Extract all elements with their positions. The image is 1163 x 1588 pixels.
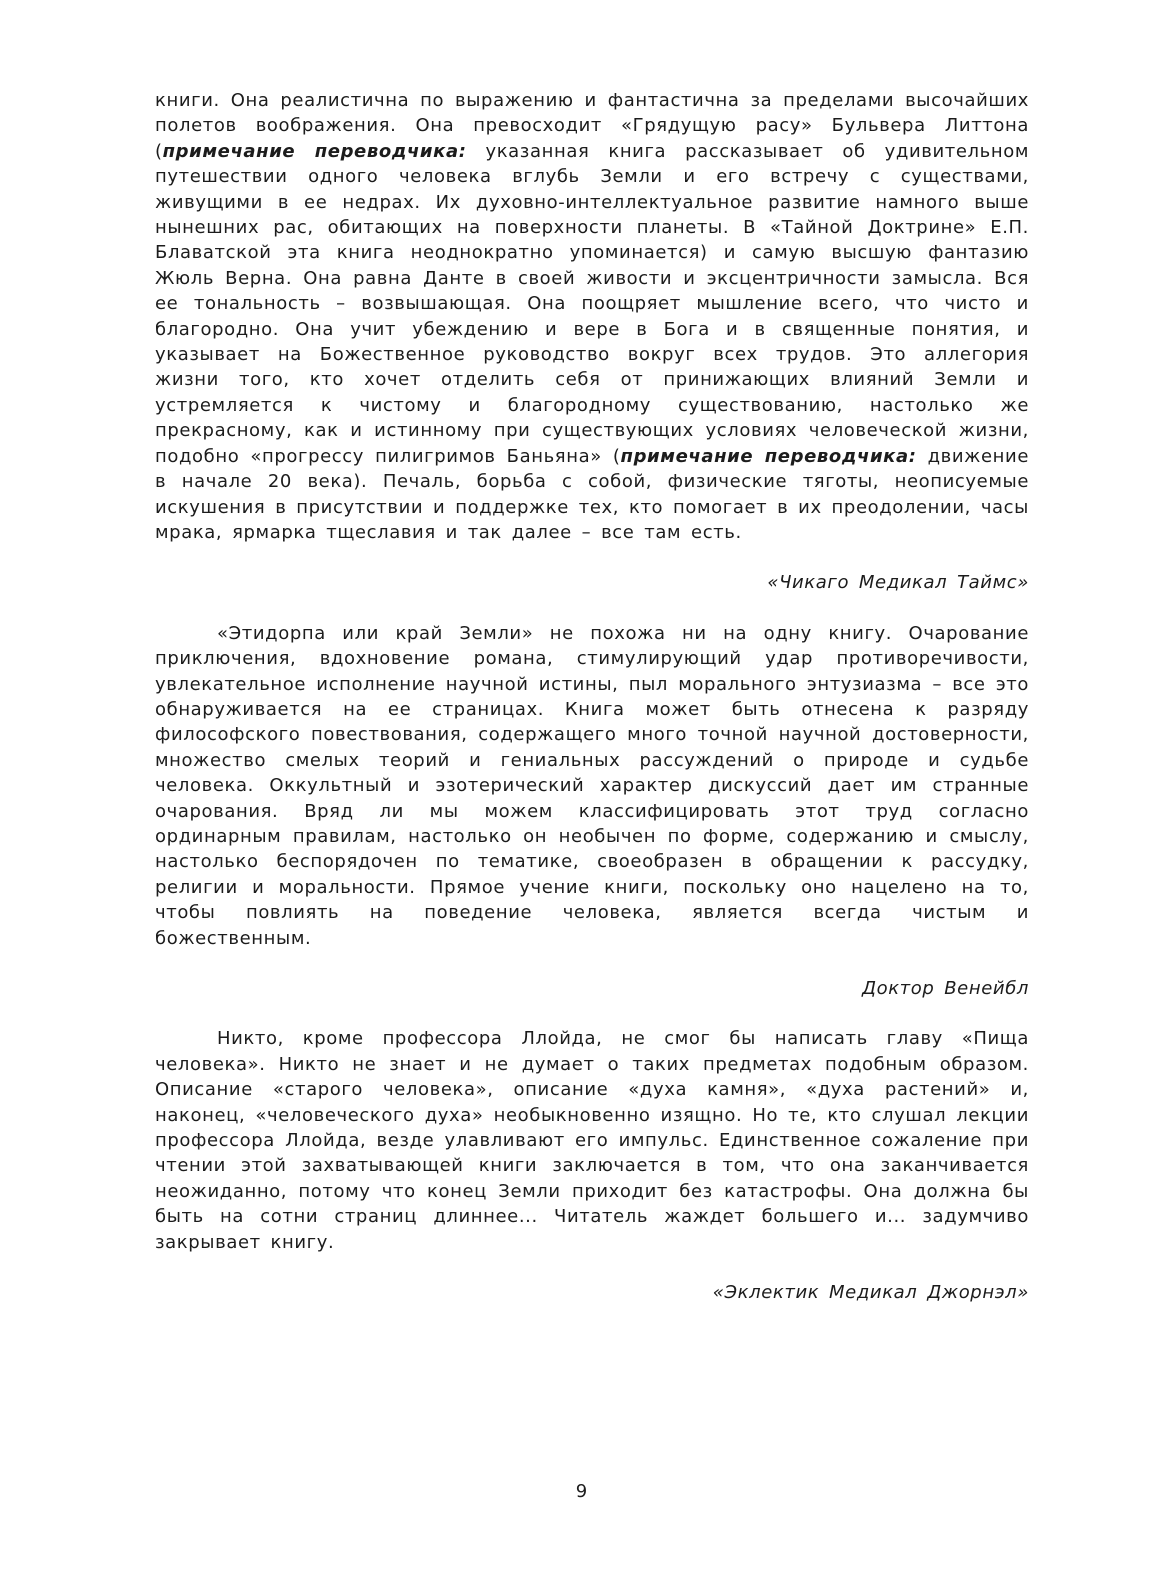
paragraph-1-text: указанная книга рассказывает об удивительном путешествии одного человека вглубь Земли и его встречу с существами, живущими в ее недрах. Их духовно-интеллектуальное развитие намного выше нынешних рас, обитающих на поверхности планеты. В «Тайной Доктрине» Е.П. Блаватской эта книга неоднократно упоминается) и самую высшую фантазию Жюль Верна. Она равна Данте в своей живости и эксцентричности замысла. Вся ее тональность – возвышающая. Она поощряет мышление всего, что чисто и благородно. Она учит убеждению и вере в Бога и в священные понятия, и указывает на Божественное руководство вокруг всех трудов. Это аллегория жизни того, кто хочет отделить себя от принижающих влияний Земли и устремляется к чистому и благородному существованию, настолько же прекрасному, как и истинному при существующих условиях человеческой жизни, подобно «прогрессу пилигримов Баньяна» ( bbox=[155, 140, 1029, 467]
paragraph-2: «Этидорпа или край Земли» не похожа ни на одну книгу. Очарование приключения, вдохновение романа, стимулирующий удар противоречивости, увлекательное исполнение научной истины, пыл морального энтузиазма – все это обнаруживается на ее страницах. Книга может быть отнесена к разряду философского повествования, содержащего много точной научной достоверности, множество смелых теорий и гениальных рассуждений о природе и судьбе человека. Оккультный и эзотерический характер дискуссий дает им странные очарования. Вряд ли мы можем классифицировать этот труд согласно ординарным правилам, настолько он необычен по форме, содержанию и смыслу, настолько беспорядочен по тематике, своеобразен в обращении к рассудку, религии и моральности. Прямое учение книги, поскольку оно нацелено на то, чтобы повлиять на поведение человека, является всегда чистым и божественным. bbox=[155, 622, 1029, 949]
page-number: 9 bbox=[575, 1481, 588, 1502]
citation-doctor-venable: Доктор Венейбл bbox=[861, 978, 1029, 999]
paragraph-1 bbox=[155, 88, 1029, 545]
paragraph-1-text: книги. Она реалистична по выражению и фантастична за пределами высочайших полетов воображения. Она превосходит «Грядущую расу» Бульвера Литтона ( bbox=[155, 90, 1029, 162]
citation-eclectic-medical-journal: «Эклектик Медикал Джорнэл» bbox=[712, 1282, 1029, 1304]
text-content bbox=[155, 88, 1029, 1330]
translator-note-1: примечание переводчика: bbox=[162, 140, 467, 162]
translator-note-2: примечание переводчика: bbox=[620, 445, 917, 467]
citation-chicago-medical-times: «Чикаго Медикал Таймс» bbox=[767, 572, 1029, 594]
paragraph-3: Никто, кроме профессора Ллойда, не смог бы написать главу «Пища человека». Никто не знает и не думает о таких предметах подобным образом. Описание «старого человека», описание «духа камня», «духа растений» и, наконец, «человеческого духа» необыкновенно изящно. Но те, кто слушал лекции профессора Ллойда, везде улавливают его импульс. Единственное сожаление при чтении этой захватывающей книги заключается в том, что она заканчивается неожиданно, потому что конец Земли приходит без катастрофы. Она должна бы быть на сотни страниц длиннее... Читатель жаждет большего и... задумчиво закрывает книгу. bbox=[155, 1028, 1029, 1253]
paragraph-1-text: движение в начале 20 века). Печаль, борьба с собой, физические тяготы, неописуемые искушения в присутствии и поддержке тех, кто помогает в их преодолении, часы мрака, ярмарка тщеславия и так далее – все там есть. bbox=[155, 445, 1029, 543]
